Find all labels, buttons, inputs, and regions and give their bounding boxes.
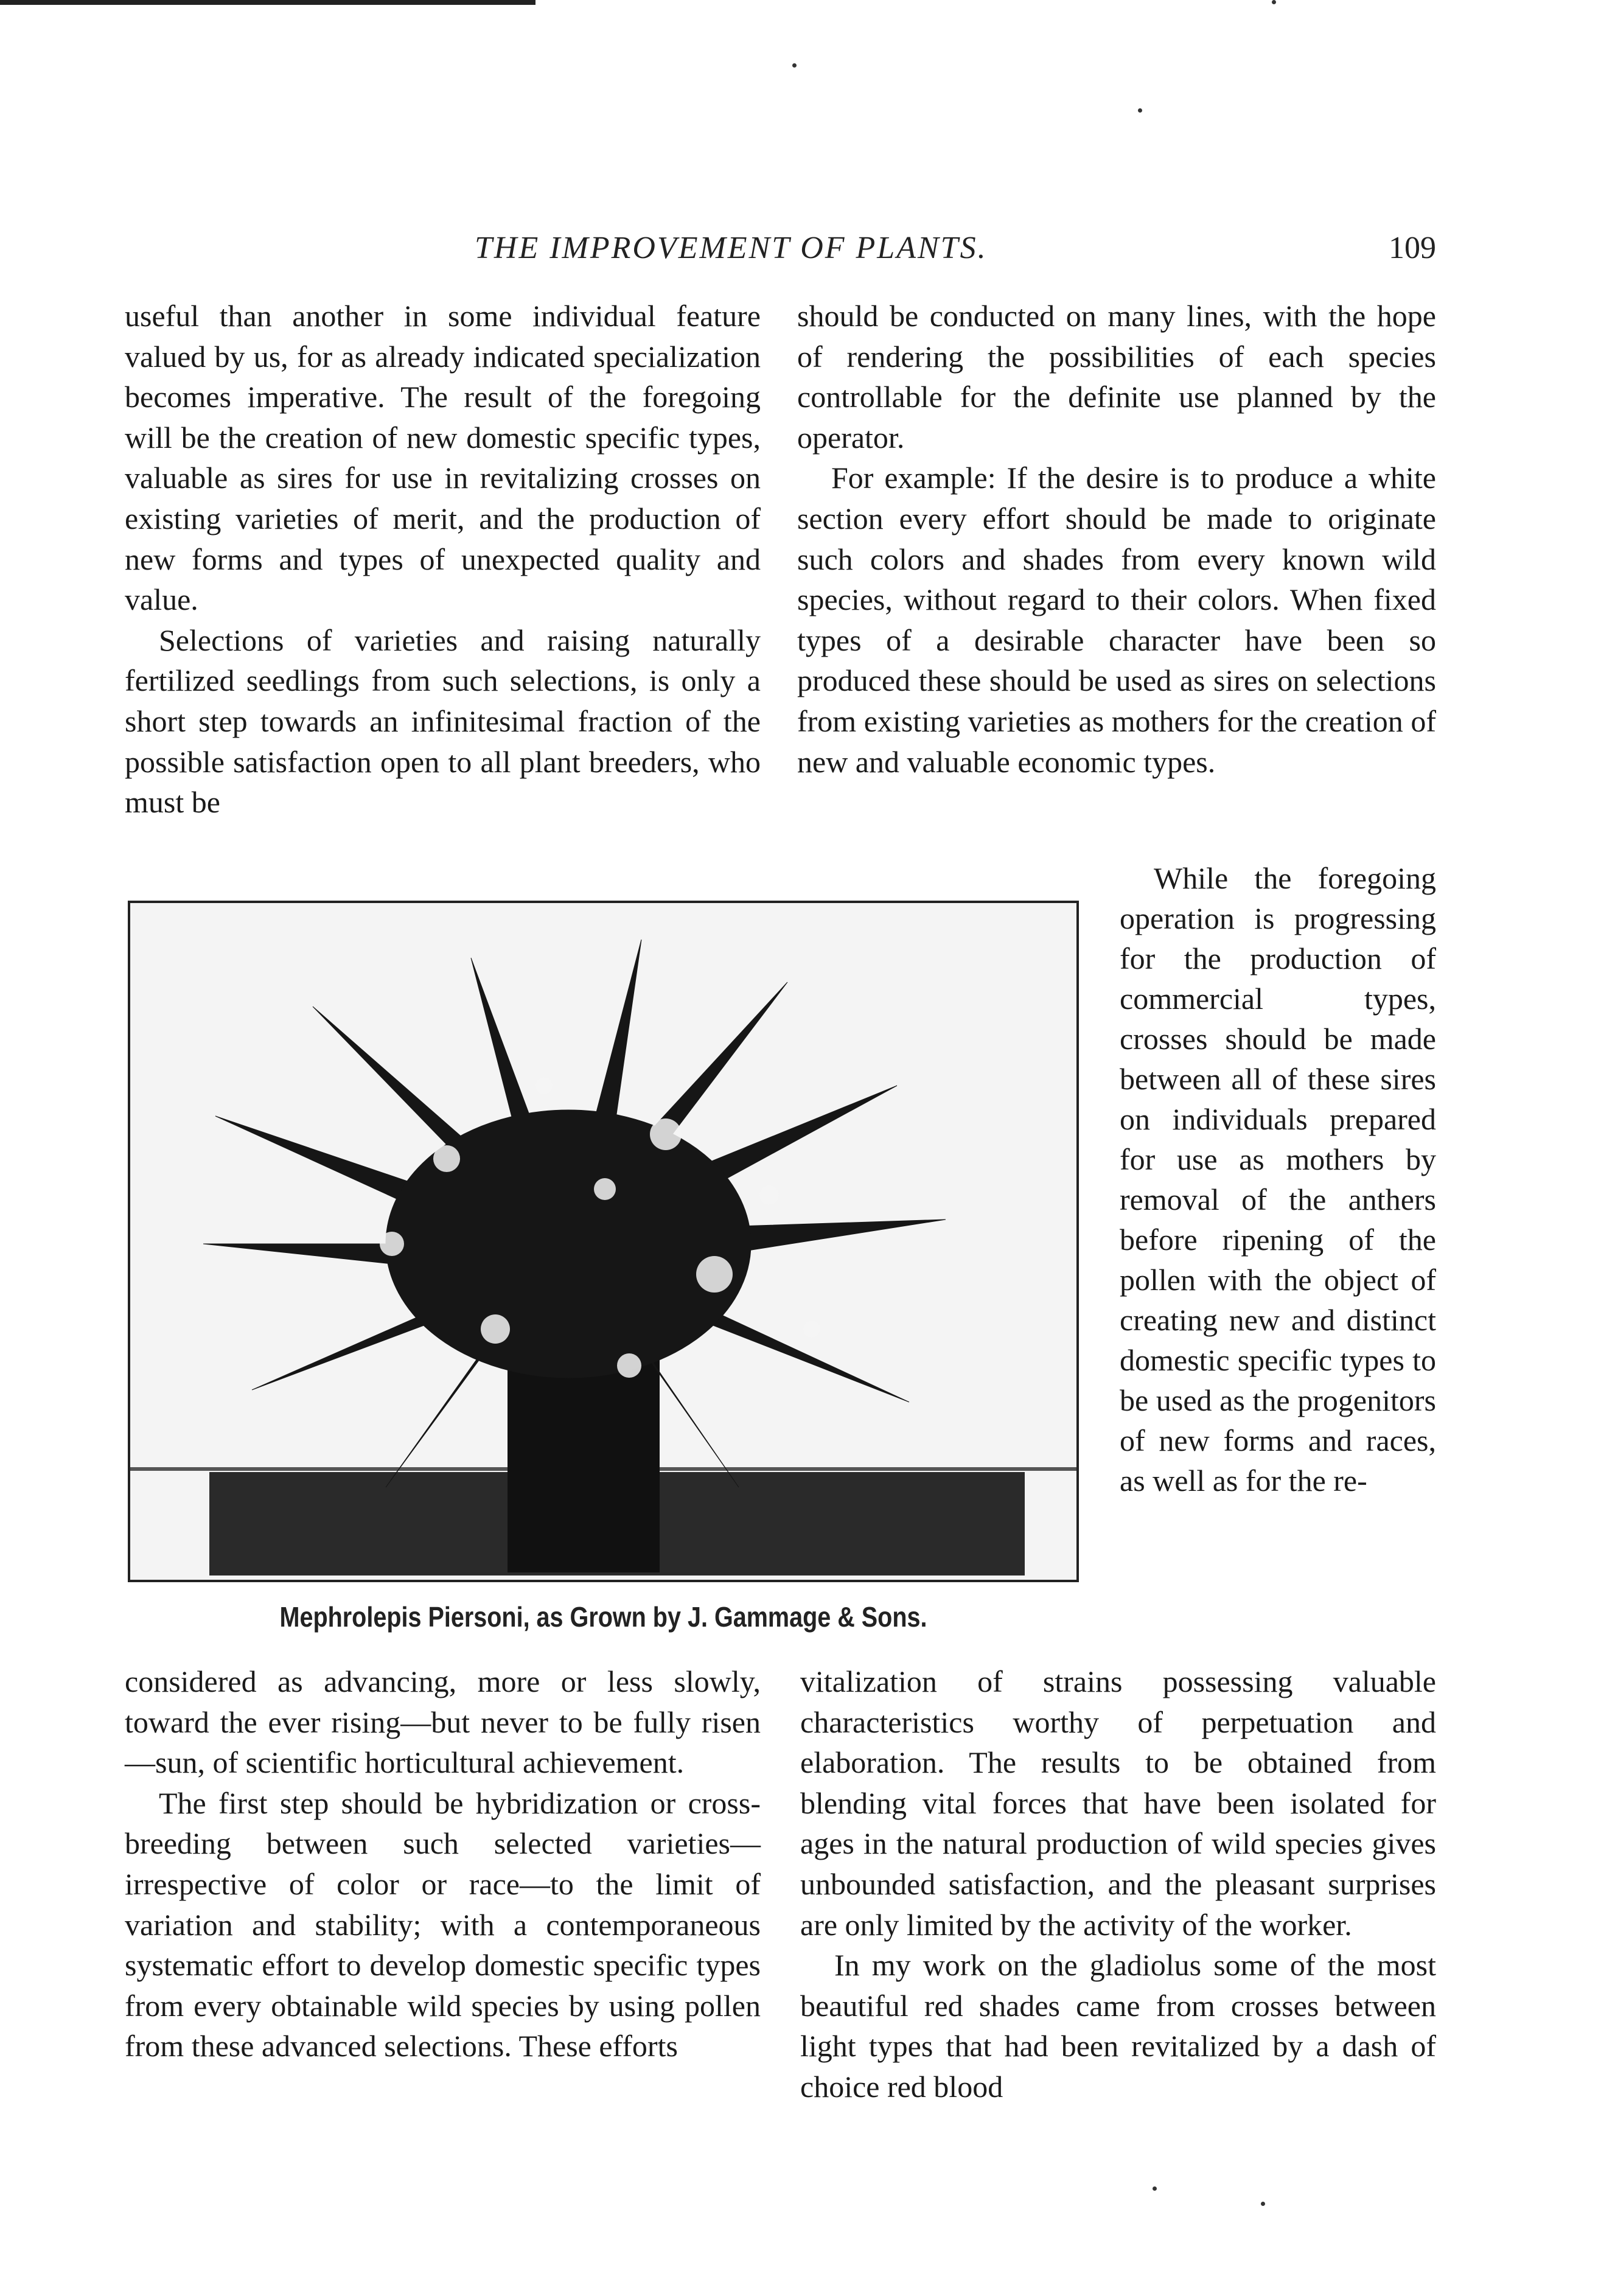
print-speck bbox=[792, 63, 797, 68]
paragraph: In my work on the gladiolus some of the most beautiful red shades came from crosses between light types that had been revitalized by a dash of choice red blood bbox=[800, 1948, 1436, 2104]
print-speck bbox=[1261, 2202, 1265, 2206]
paragraph: useful than another in some individual feature valued by us, for as already indicated specialization becomes imperative. The result of the foregoing will be the creation of new domestic specific types, valuable as sires for use in revitalizing crosses on existing varieties of merit, and the production of new forms and types of unexpected quality and value. bbox=[125, 299, 761, 617]
paragraph: While the foregoing operation is progressing for the production of commercial types, crosses should be made between all of these sires on individuals prepared for use as mothers by removal of the anthers before ripening of the pollen with the object of creating new and distinct domestic specific types to be used as the progenitors of new forms and races, as well as for the re- bbox=[1120, 861, 1436, 1498]
running-title: THE IMPROVEMENT OF PLANTS. bbox=[475, 231, 988, 265]
paragraph: considered as advancing, more or less slowly, toward the ever rising—but never to be fully risen—sun, of scientific horticultural achievement. bbox=[125, 1664, 761, 1780]
figure-caption: Mephrolepis Piersoni, as Grown by J. Gammage & Sons. bbox=[279, 1601, 927, 1633]
print-speck bbox=[1272, 0, 1276, 4]
paragraph: should be conducted on many lines, with the hope of rendering the possibilities of each species controllable for the definite use planned by the operator. bbox=[797, 299, 1436, 455]
left-column-top bbox=[125, 296, 761, 823]
paragraph: The first step should be hybridization or cross-breeding between such selected varieties—irrespective of color or race—to the limit of variation and stability; with a contemporaneous systematic effort to develop domestic specific types from every obtainable wild species by using pollen from these advanced selections. These efforts bbox=[125, 1785, 761, 2064]
page-number: 109 bbox=[1389, 231, 1436, 265]
right-column-bottom bbox=[800, 1661, 1436, 2107]
top-edge-mark bbox=[0, 0, 535, 5]
running-head bbox=[110, 230, 1436, 273]
paragraph: vitalization of strains possessing valuable characteristics worthy of perpetuation and elaboration. The results to be obtained from blending vital forces that have been isolated for ages in the natural production of wild species gives unbounded satisfaction, and the pleasant surprises are only limited by the activity of the worker. bbox=[800, 1664, 1436, 1942]
right-column-top bbox=[797, 296, 1436, 782]
paragraph: For example: If the desire is to produce a white section every effort should be made to originate such colors and shades from every known wild species, without regard to their colors. When fixed types of a desirable character have been so produced these should be used as sires on selections from existing varieties as mothers for the creation of new and valuable economic types. bbox=[797, 461, 1436, 779]
left-column-bottom bbox=[125, 1661, 761, 2067]
right-narrow-column bbox=[1120, 858, 1436, 1501]
fern-illustration bbox=[130, 903, 1076, 1580]
print-speck bbox=[1153, 2186, 1157, 2191]
paragraph: Selections of varieties and raising naturally fertilized seedlings from such selections, is only a short step towards an infinitesimal fraction of the possible satisfaction open to all plant breeders, who must be bbox=[125, 623, 761, 820]
fern-photograph bbox=[128, 901, 1079, 1582]
print-speck bbox=[1138, 108, 1142, 113]
